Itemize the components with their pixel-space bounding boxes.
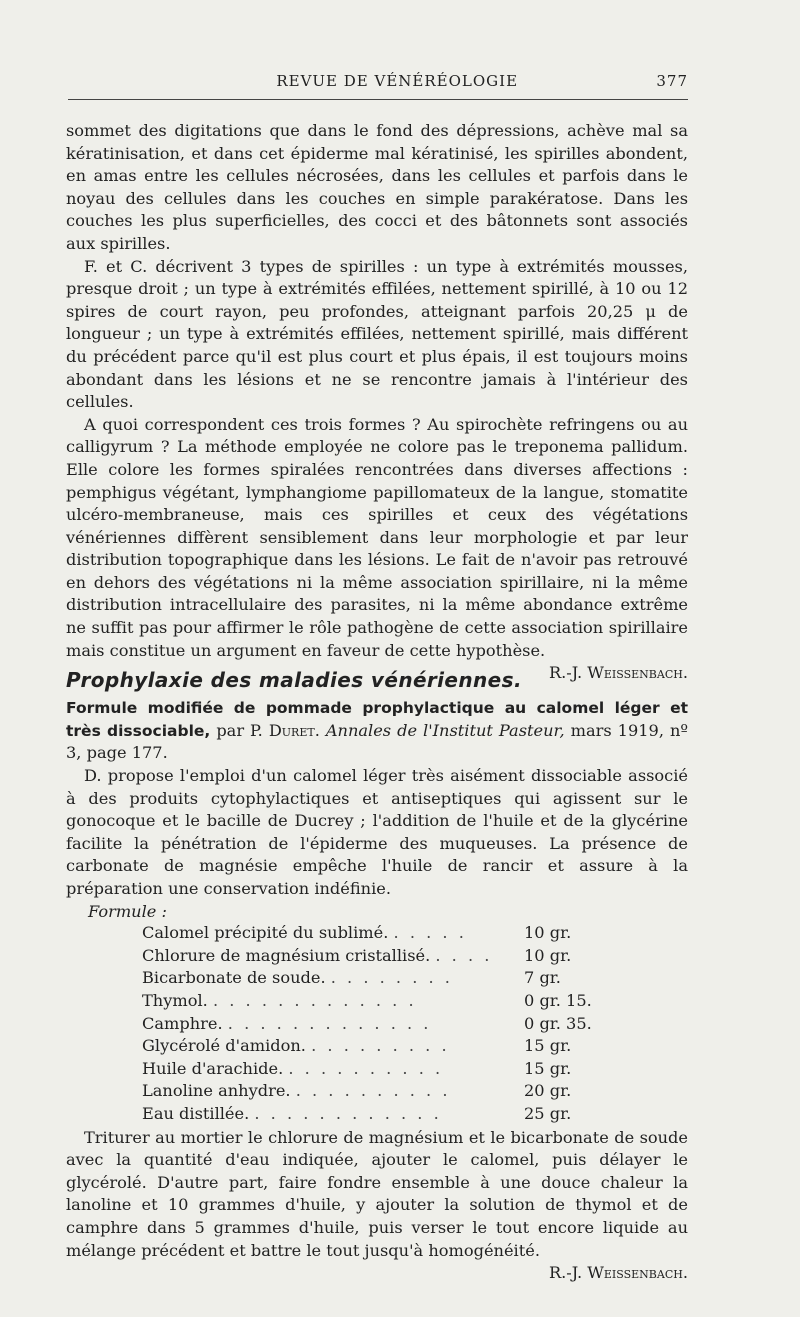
ingredient-quantity: 25 gr. [524,1103,572,1123]
formula-label: Formule : [88,901,167,921]
ingredient-quantity: 15 gr. [524,1058,572,1078]
leader-dots: . . . . . . . . . [311,1036,450,1056]
ingredient-quantity: 7 gr. [524,968,561,988]
ingredient-quantity: 10 gr. [524,945,572,965]
running-header [68,72,688,100]
ingredient-quantity: 0 gr. 15. [524,990,592,1010]
ingredient-name: Eau distillée. [142,1103,250,1123]
paragraph: sommet des digitations que dans le fond des dépressions, achève mal sa kératinisation, et dans cet épiderme mal kératinisé, les spirilles abondent, en amas entre les cellules nécrosées, dans les cellules et parfois dans le noyau des cellules dans les couches en simple parakératose. Dans les couches les plus superficielles, des cocci et des bâtonnets sont associés aux spirilles. [66,121,688,253]
article-heading [66,697,688,765]
ingredient-name: Camphre. [142,1013,223,1033]
formula-row [142,1059,592,1082]
ingredient-name: Lanoline anhydre. [142,1081,291,1101]
formula-row [142,1104,592,1127]
article-author: Duret. [268,720,320,740]
body-text [66,120,689,1283]
formula-row [142,1081,592,1104]
leader-dots: . . . . . . . . . . . . . [212,990,417,1010]
article-journal: Annales de l'Institut Pasteur, [325,720,565,740]
ingredient-name: Thymol. [142,990,208,1010]
leader-dots: . . . . . . . . . . [288,1058,444,1078]
ingredient-quantity: 20 gr. [524,1081,572,1101]
formula-row [142,968,592,991]
formula-table [142,923,592,1126]
leader-dots: . . . . . . . . . . [295,1081,451,1101]
ingredient-quantity: 10 gr. [524,923,572,943]
leader-dots: . . . . . . . . . . . . . [227,1013,432,1033]
ingredient-name: Huile d'arachide. [142,1058,284,1078]
article-by: par P. [216,720,263,740]
formula-row [142,923,592,946]
author-signature: R.-J. Weissenbach. [548,663,688,683]
formula-row [142,1036,592,1059]
author-signature: R.-J. Weissenbach. [548,1263,688,1283]
leader-dots: . . . . [435,945,493,965]
article-title: Formule modifiée de pommade prophylactique au calomel léger et très dissociable, [66,699,688,740]
ingredient-name: Glycérolé d'amidon. [142,1036,306,1056]
formula-row [142,946,592,969]
paragraph [66,1127,688,1283]
journal-title: REVUE DE VÉNÉRÉOLOGIE [276,72,519,90]
ingredient-name: Calomel précipité du sublimé. [142,923,389,943]
paragraph-text: A quoi correspondent ces trois formes ? Au spirochète refringens ou au calligyrum ? La méthode employée ne colore pas le treponema pallidum. Elle colore les formes spiralées rencontrées dans diverses affections : pemphigus végétant, lymphangiome papillomateux de la langue, stomatite ulcéro-membraneuse, mais ces spirilles et ceux des végétations vénériennes diffèrent sensiblement dans leur morphologie et par leur distribution topographique dans les lésions. Le fait de n'avoir pas retrouvé en dehors des végétations ni la même association spirillaire, ni la même distribution intracellulaire des parasites, ni la même abondance extrême ne suffit pas pour affirmer le rôle pathogène de cette association spirillaire mais constitue un argument en faveur de cette hypothèse. [66,414,688,660]
ingredient-name: Chlorure de magnésium cristallisé. [142,945,431,965]
ingredient-name: Bicarbonate de soude. [142,968,326,988]
ingredient-quantity: 15 gr. [524,1036,572,1056]
article-reference: mars 1919, nº 3, page 177. [66,720,689,763]
ingredient-quantity: 0 gr. 35. [524,1013,592,1033]
section-heading: Prophylaxie des maladies vénériennes. [66,668,522,693]
page-number: 377 [656,72,688,90]
paragraph-text: Triturer au mortier le chlorure de magnésium et le bicarbonate de soude avec la quantité d'eau indiquée, ajouter le calomel, puis délayer le glycérolé. D'autre part, faire fondre ensemble à une douce chaleur la lanoline et 10 grammes d'huile, y ajouter la solution de thymol et de camphre dans 5 grammes d'huile, puis verser le tout encore liquide au mélange précédent et battre le tout jusqu'à homogénéité. [66,1127,688,1260]
paragraph: D. propose l'emploi d'un calomel léger très aisément dissociable associé à des produits cytophylactiques et antiseptiques qui agissent sur le gonocoque et le bacille de Ducrey ; l'addition de l'huile et de la glycérine facilite la pénétration de l'épiderme des muqueuses. La présence de carbonate de magnésie empêche l'huile de rancir et assure à la préparation une conservation indéfinie. [66,766,688,898]
leader-dots: . . . . . . . . . . . . [254,1103,442,1123]
formula-row [142,1014,592,1037]
formula-row [142,991,592,1014]
leader-dots: . . . . . . . . [330,968,453,988]
leader-dots: . . . . . [393,923,467,943]
paragraph: F. et C. décrivent 3 types de spirilles : un type à extrémités mousses, presque droit ; un type à extrémités effilées, nettement spirillé, à 10 ou 12 spires de court rayon, peu profondes, atteignant parfois 20,25 μ de longueur ; un type à extrémités effilées, nettement spirillé, mais différent du précédent parce qu'il est plus court et plus épais, il est toujours moins abondant dans les lésions et ne se rencontre jamais à l'intérieur des cellules. [66,256,688,412]
